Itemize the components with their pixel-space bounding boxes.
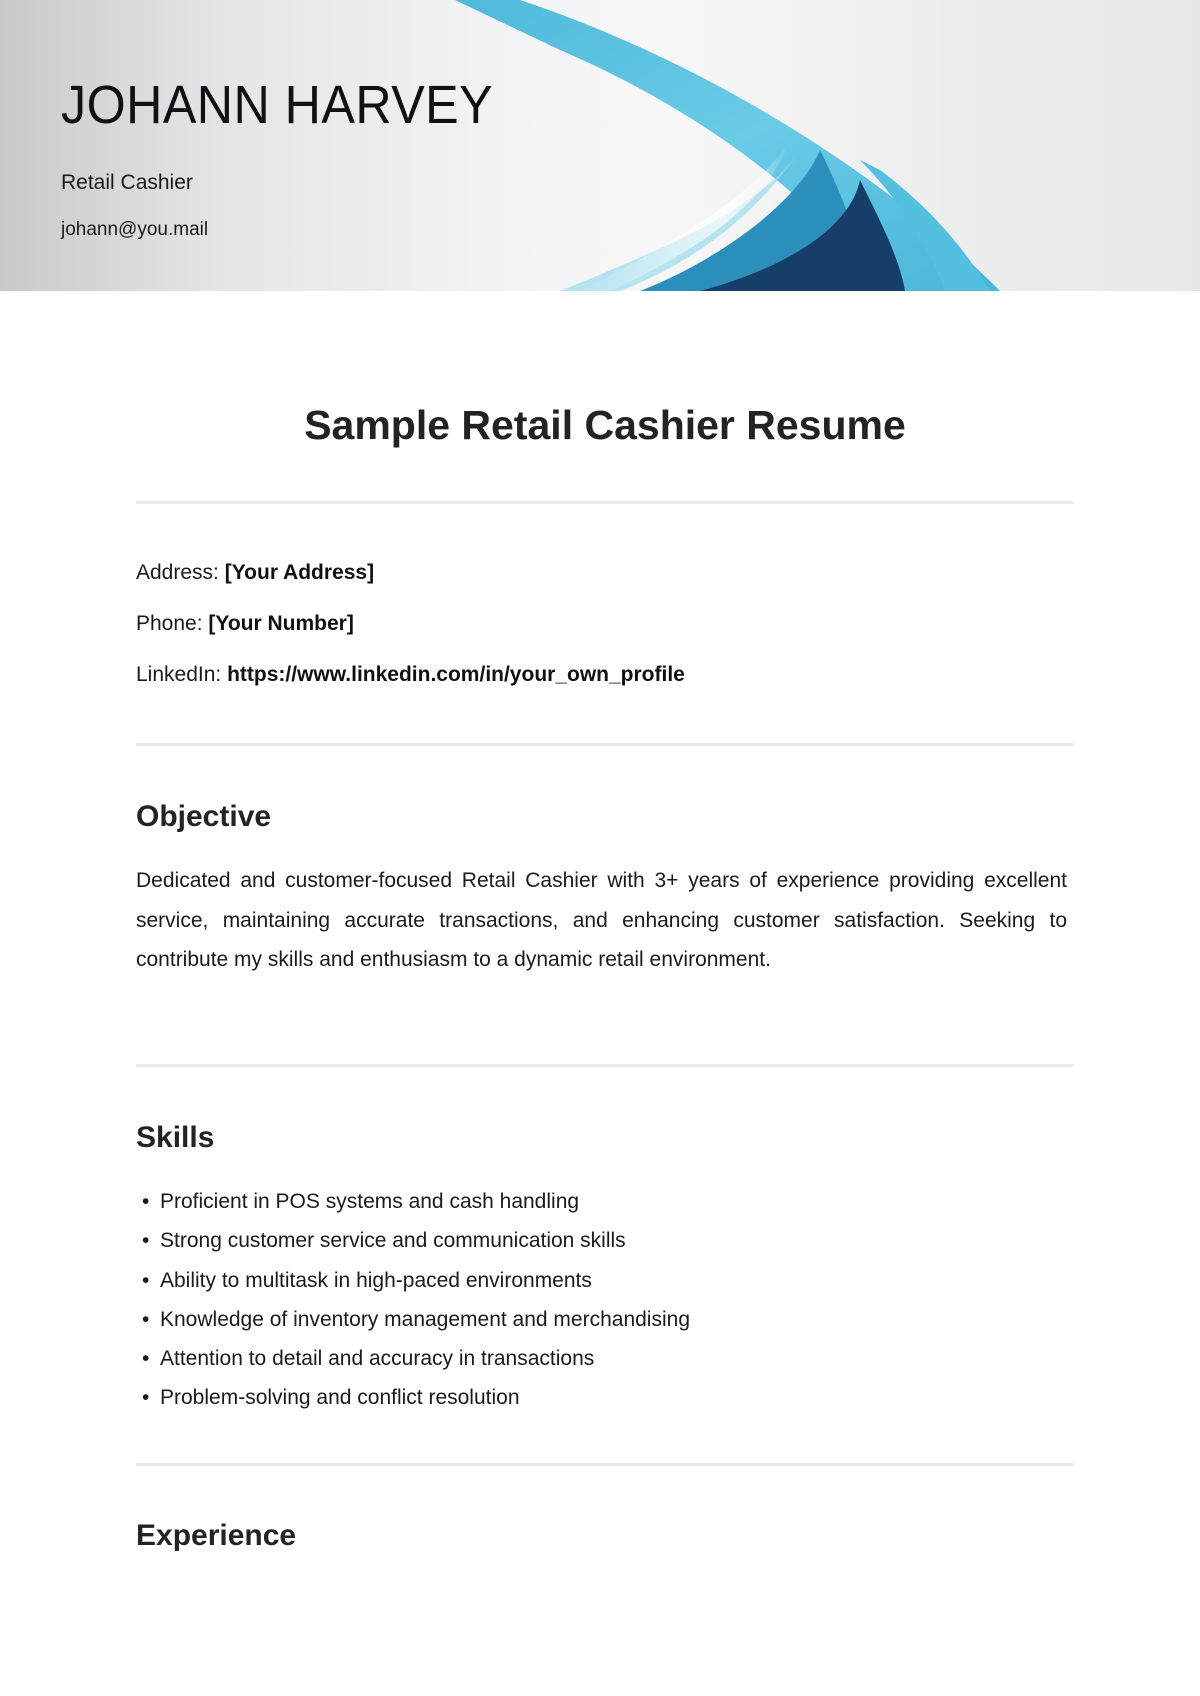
objective-heading: Objective xyxy=(136,800,272,833)
skill-item: • Attention to detail and accuracy in transactions xyxy=(142,1339,690,1378)
bullet-icon: • xyxy=(142,1386,150,1410)
resume-header-banner xyxy=(0,0,1200,291)
bullet-icon: • xyxy=(142,1268,150,1292)
objective-text: Dedicated and customer-focused Retail Cashier with 3+ years of experience providing excellent service, maintaining accurate transactions, and enhancing customer satisfaction. Seeking to contribute my skills and enthusiasm to a dynamic retail environment. xyxy=(136,869,1067,971)
skills-list xyxy=(142,1182,690,1418)
bullet-icon: • xyxy=(142,1347,150,1371)
skill-item: • Problem-solving and conflict resolution xyxy=(142,1378,690,1417)
address-label: Address: xyxy=(136,561,219,584)
linkedin-value: https://www.linkedin.com/in/your_own_profile xyxy=(227,663,685,686)
skill-item: • Proficient in POS systems and cash handling xyxy=(142,1182,690,1221)
candidate-email: johann@you.mail xyxy=(61,219,209,240)
candidate-role: Retail Cashier xyxy=(61,171,193,194)
linkedin-label: LinkedIn: xyxy=(136,663,222,686)
address-value: [Your Address] xyxy=(224,561,375,584)
blue-swoosh-decoration xyxy=(0,0,1200,291)
divider xyxy=(136,743,1073,746)
experience-heading: Experience xyxy=(136,1519,297,1552)
phone-label: Phone: xyxy=(136,612,203,635)
contact-address xyxy=(136,561,374,585)
divider xyxy=(136,1064,1073,1067)
skill-item: • Knowledge of inventory management and merchandising xyxy=(142,1300,690,1339)
skills-heading: Skills xyxy=(136,1121,215,1154)
bullet-icon: • xyxy=(142,1307,150,1331)
skill-item: • Strong customer service and communication skills xyxy=(142,1221,690,1260)
phone-value: [Your Number] xyxy=(208,612,354,635)
bullet-icon: • xyxy=(142,1190,150,1213)
skill-item: • Ability to multitask in high-paced environments xyxy=(142,1261,690,1300)
document-title: Sample Retail Cashier Resume xyxy=(304,402,906,448)
divider xyxy=(136,1463,1073,1466)
bullet-icon: • xyxy=(142,1229,150,1253)
contact-phone xyxy=(136,612,354,636)
divider xyxy=(136,501,1073,504)
candidate-name: JOHANN HARVEY xyxy=(61,75,494,135)
contact-linkedin xyxy=(136,663,685,687)
